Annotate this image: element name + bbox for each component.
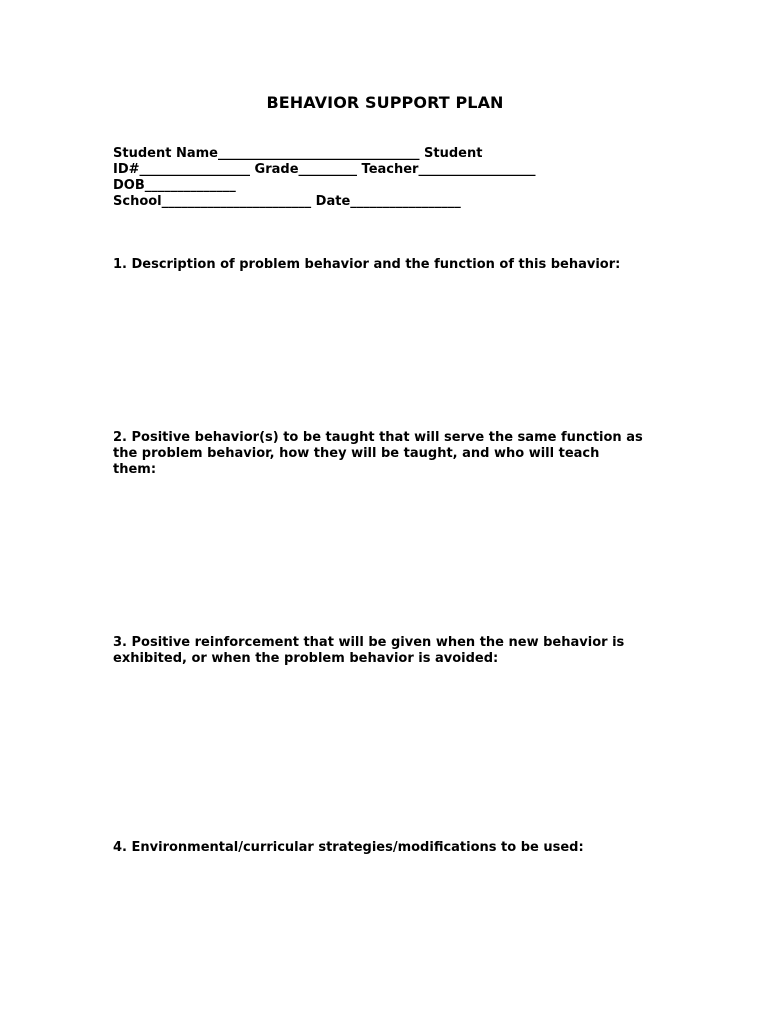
answer-area-positive-behaviors[interactable] — [113, 488, 673, 628]
answer-area-positive-reinforcement[interactable] — [113, 677, 673, 832]
school-date-line: School_______________________ Date_________________ — [113, 194, 461, 209]
section-heading: 4. Environmental/curricular strategies/modifications to be used: — [113, 840, 584, 855]
section-environmental-strategies — [113, 840, 673, 856]
section-heading-continued: exhibited, or when the problem behavior is avoided: — [113, 651, 499, 666]
student-name-line: Student Name_______________________________ Student — [113, 146, 483, 161]
dob-line: DOB______________ — [113, 178, 236, 193]
page-title: BEHAVIOR SUPPORT PLAN — [266, 93, 504, 112]
section-heading-continued: the problem behavior, how they will be taught, and who will teach — [113, 446, 600, 461]
section-positive-behaviors — [113, 430, 673, 478]
answer-area-problem-behavior[interactable] — [113, 283, 673, 423]
section-problem-behavior — [113, 257, 673, 273]
section-heading: 1. Description of problem behavior and the function of this behavior: — [113, 257, 621, 272]
answer-area-environmental-strategies[interactable] — [113, 866, 673, 1006]
section-heading-continued: them: — [113, 462, 157, 477]
section-positive-reinforcement — [113, 635, 673, 667]
student-info-block — [113, 146, 673, 210]
section-heading: 3. Positive reinforcement that will be given when the new behavior is — [113, 635, 625, 650]
section-heading: 2. Positive behavior(s) to be taught that will serve the same function as — [113, 430, 643, 445]
id-grade-teacher-line: ID#_________________ Grade_________ Teacher__________________ — [113, 162, 536, 177]
